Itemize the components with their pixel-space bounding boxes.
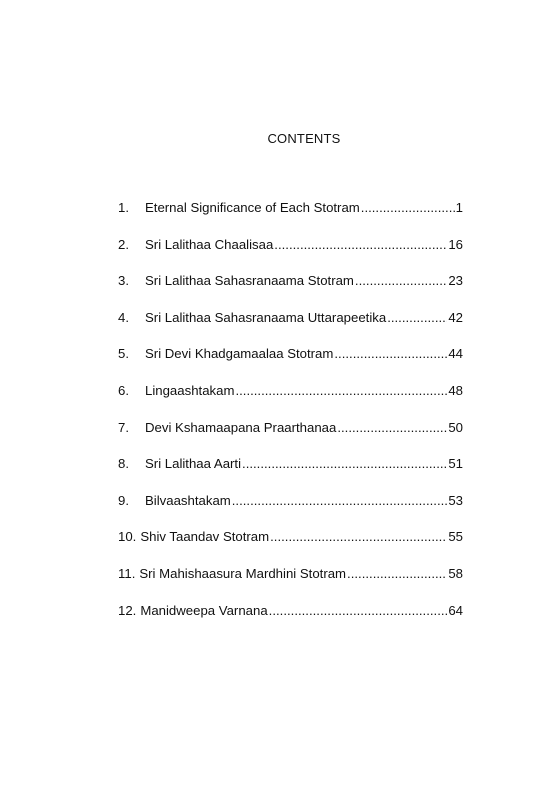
toc-entry-number: 10. bbox=[118, 529, 137, 545]
toc-entry[interactable] bbox=[118, 529, 463, 566]
toc-entry-page: 1 bbox=[455, 200, 463, 215]
dot-leader bbox=[269, 603, 448, 618]
toc-entry-number: 6. bbox=[118, 382, 129, 398]
toc-entry-title: Eternal Significance of Each Stotram bbox=[145, 200, 360, 215]
toc-entry-number: 3. bbox=[118, 273, 129, 289]
toc-entry[interactable] bbox=[118, 603, 463, 640]
toc-entry[interactable] bbox=[118, 383, 463, 420]
toc-entry[interactable] bbox=[118, 200, 463, 237]
toc-entry-page: 44 bbox=[448, 346, 463, 362]
toc-entry-number: 1. bbox=[118, 200, 129, 215]
toc-entry-title: Shiv Taandav Stotram bbox=[140, 529, 270, 545]
toc-entry-number: 5. bbox=[118, 346, 129, 362]
contents-heading: CONTENTS bbox=[267, 131, 341, 146]
toc-entry-number: 8. bbox=[118, 456, 129, 472]
toc-entry-page: 53 bbox=[448, 492, 463, 508]
toc-entry-number: 11. bbox=[118, 565, 136, 581]
toc-entry-page: 48 bbox=[448, 382, 463, 398]
toc-entry-page: 55 bbox=[448, 529, 463, 545]
toc-entry-number: 4. bbox=[118, 309, 129, 325]
toc-entry-title: Bilvaashtakam bbox=[145, 492, 231, 508]
dot-leader bbox=[235, 383, 447, 398]
toc-entry-title: Sri Lalithaa Sahasranaama Uttarapeetika bbox=[145, 309, 387, 325]
toc-entry-page: 23 bbox=[448, 273, 463, 289]
toc-entry-number: 7. bbox=[118, 419, 129, 435]
toc-entry-number: 12. bbox=[118, 602, 137, 618]
toc-entry-title: Sri Lalithaa Sahasranaama Stotram bbox=[145, 273, 354, 289]
dot-leader bbox=[355, 273, 447, 288]
table-of-contents bbox=[118, 200, 463, 639]
toc-entry-page: 58 bbox=[448, 565, 463, 581]
toc-entry[interactable] bbox=[118, 310, 463, 347]
toc-entry-page: 42 bbox=[448, 309, 463, 325]
toc-entry[interactable] bbox=[118, 237, 463, 274]
toc-entry-title: Sri Mahishaasura Mardhini Stotram bbox=[139, 565, 347, 581]
toc-entry-page: 50 bbox=[448, 419, 463, 435]
dot-leader bbox=[347, 566, 447, 581]
toc-entry-title: Sri Lalithaa Chaalisaa bbox=[145, 236, 274, 252]
toc-entry-title: Lingaashtakam bbox=[145, 382, 235, 398]
dot-leader bbox=[274, 237, 447, 252]
toc-entry-title: Manidweepa Varnana bbox=[140, 602, 268, 618]
toc-entry-page: 16 bbox=[448, 236, 463, 252]
toc-entry[interactable] bbox=[118, 566, 463, 603]
toc-entry[interactable] bbox=[118, 493, 463, 530]
toc-entry-title: Sri Devi Khadgamaalaa Stotram bbox=[145, 346, 334, 362]
dot-leader bbox=[232, 493, 448, 508]
toc-entry-page: 64 bbox=[448, 602, 463, 618]
dot-leader bbox=[270, 529, 447, 544]
toc-entry[interactable] bbox=[118, 273, 463, 310]
dot-leader bbox=[361, 200, 455, 215]
toc-entry-page: 51 bbox=[448, 456, 463, 472]
toc-entry-number: 9. bbox=[118, 492, 129, 508]
dot-leader bbox=[387, 310, 447, 325]
toc-entry-title: Sri Lalithaa Aarti bbox=[145, 456, 242, 472]
dot-leader bbox=[334, 346, 447, 361]
toc-entry-number: 2. bbox=[118, 236, 129, 252]
toc-entry[interactable] bbox=[118, 456, 463, 493]
dot-leader bbox=[337, 420, 447, 435]
dot-leader bbox=[242, 456, 447, 471]
toc-entry[interactable] bbox=[118, 420, 463, 457]
toc-entry-title: Devi Kshamaapana Praarthanaa bbox=[145, 419, 337, 435]
toc-entry[interactable] bbox=[118, 346, 463, 383]
